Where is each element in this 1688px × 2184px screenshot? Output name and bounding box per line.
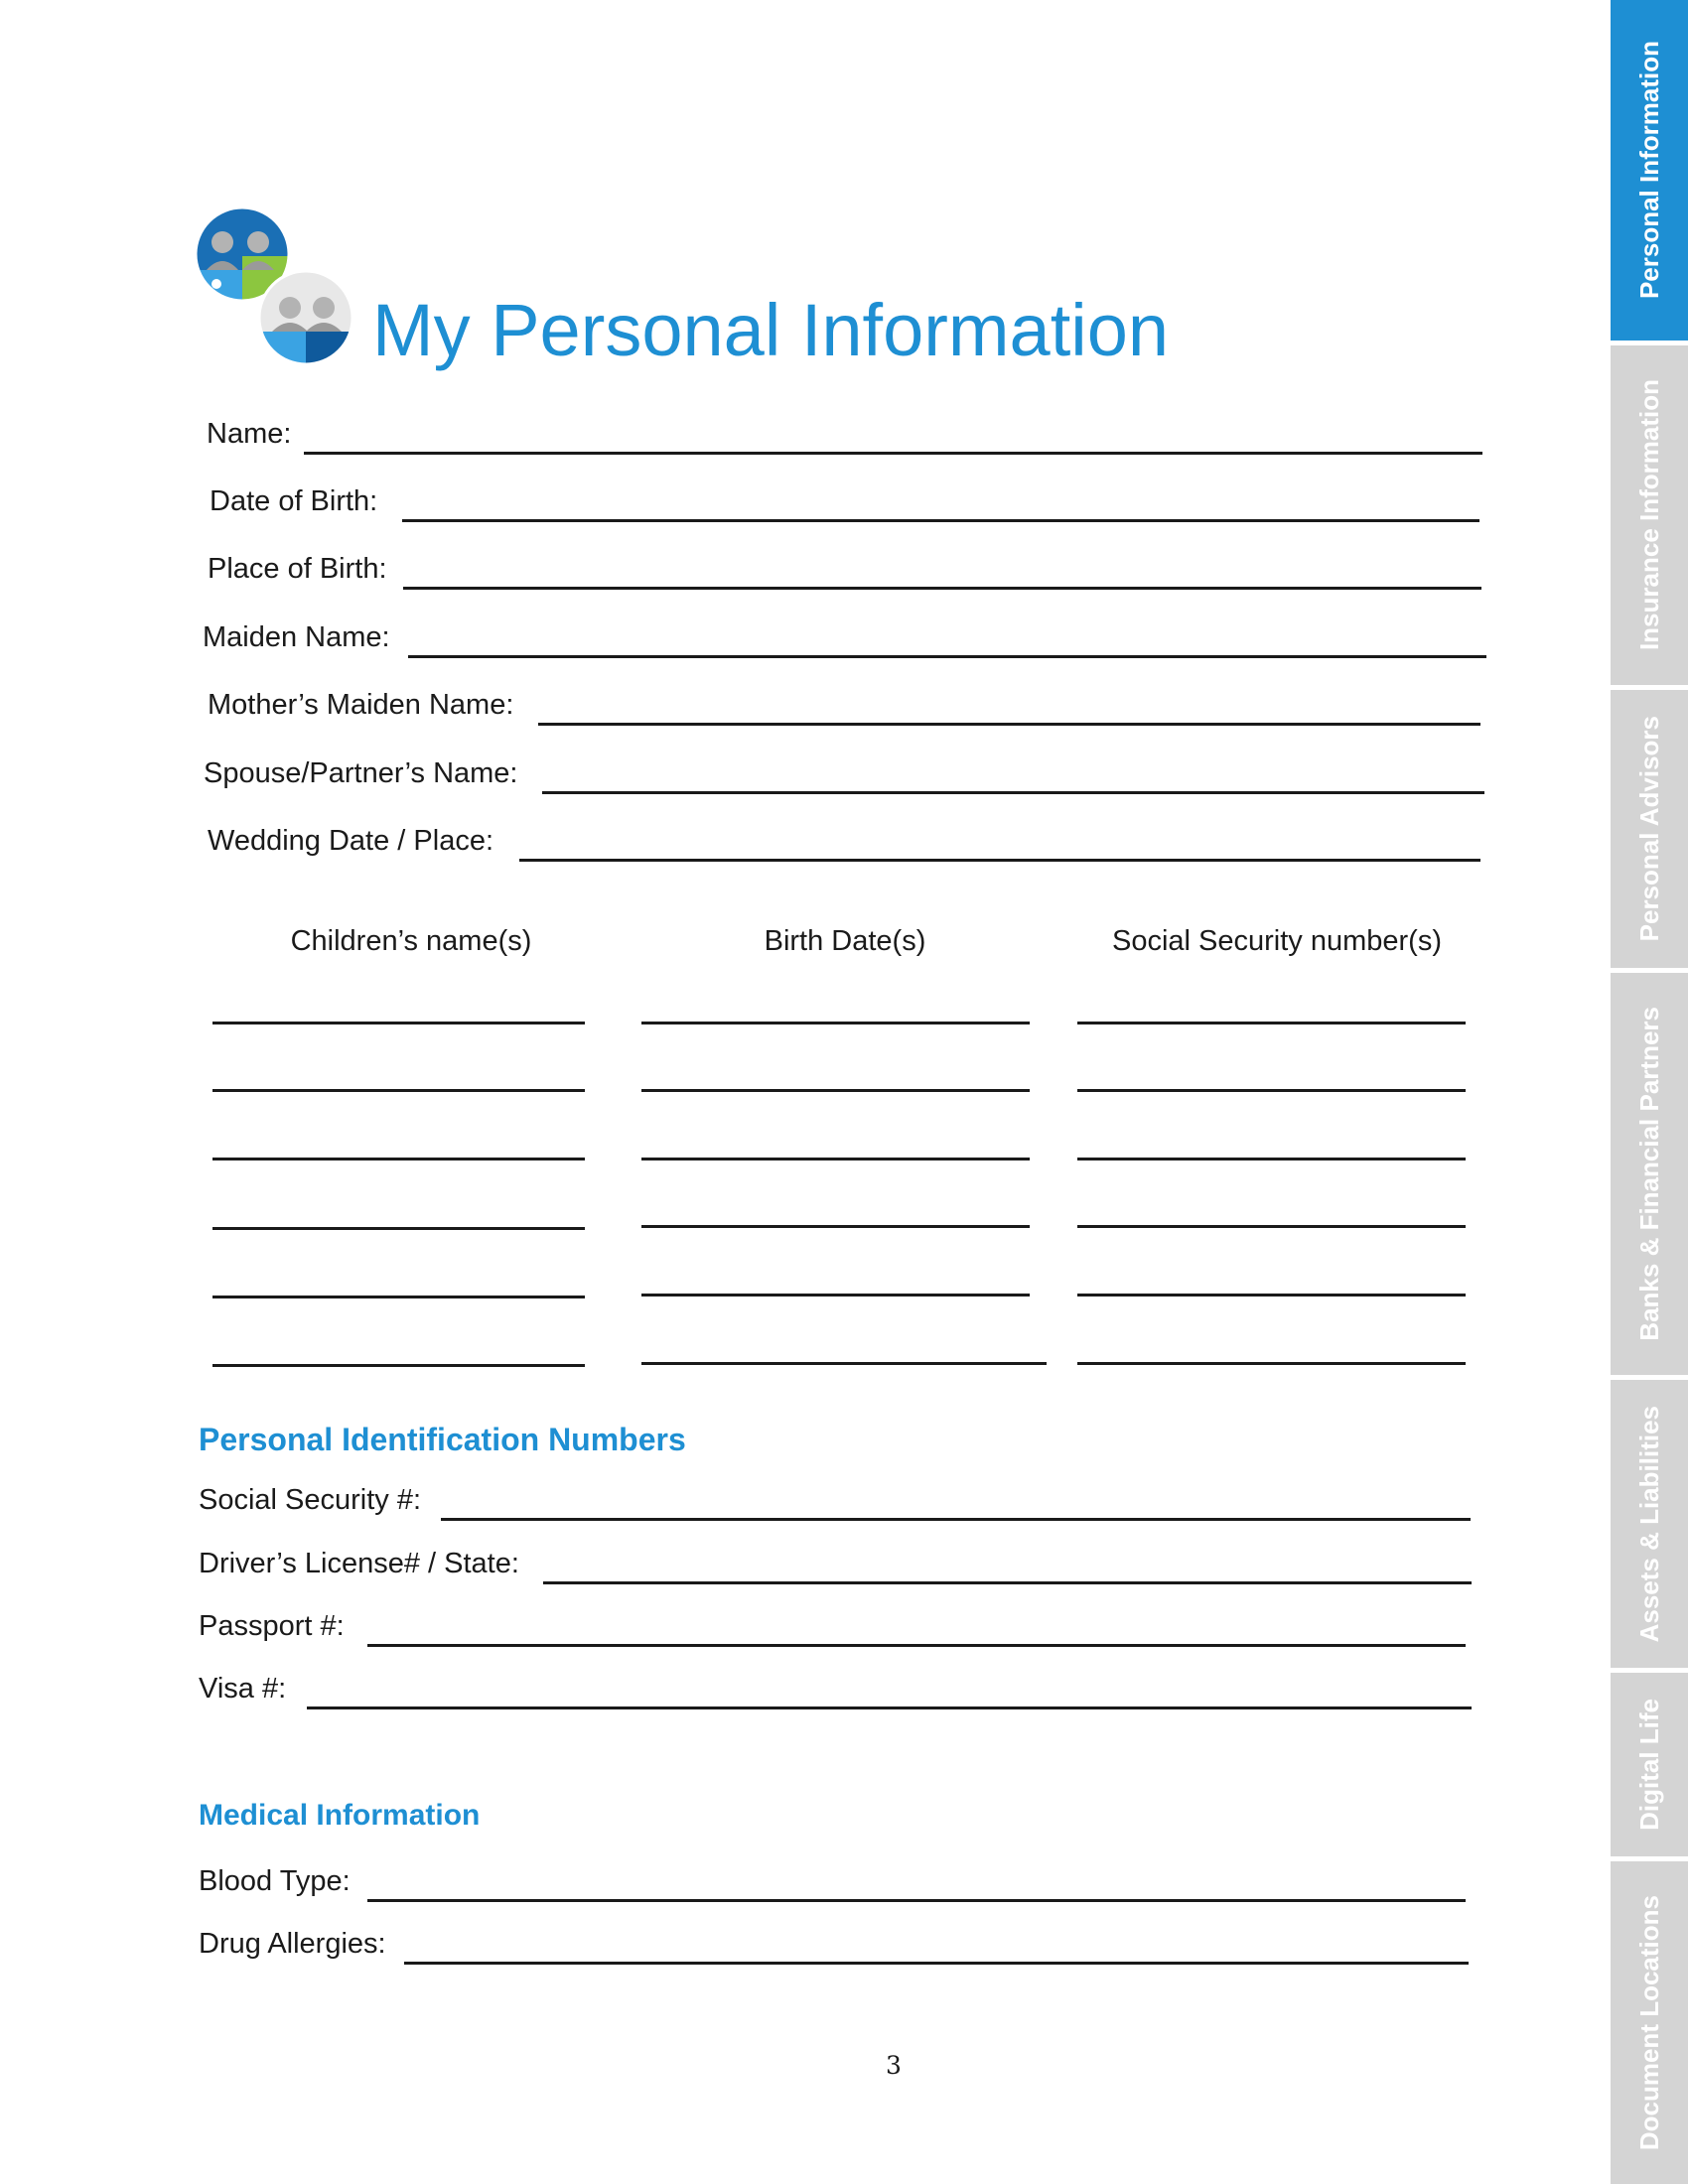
tab-label: Personal Advisors	[1634, 716, 1664, 942]
field-label: Place of Birth:	[208, 553, 387, 585]
fill-in-line[interactable]	[538, 723, 1480, 726]
field-label: Spouse/Partner’s Name:	[204, 757, 518, 789]
drug-allergies-field[interactable]	[199, 1925, 1469, 1965]
tab-label: Digital Life	[1634, 1699, 1664, 1831]
child-birth-date-line[interactable]	[641, 1294, 1030, 1297]
fill-in-line[interactable]	[404, 1962, 1469, 1965]
tab-label: Document Locations	[1634, 1894, 1664, 2151]
field-label: Social Security #:	[199, 1484, 422, 1516]
place-of-birth-field[interactable]	[208, 550, 1481, 590]
name-field[interactable]	[207, 415, 1482, 455]
field-label: Visa #:	[199, 1673, 287, 1705]
field-label: Wedding Date / Place:	[208, 825, 494, 857]
child-birth-date-line[interactable]	[641, 1089, 1030, 1092]
social-security-field[interactable]	[199, 1481, 1471, 1521]
field-label: Blood Type:	[199, 1865, 351, 1897]
section-tabs	[1611, 0, 1688, 2184]
blood-type-field[interactable]	[199, 1862, 1466, 1902]
mothers-maiden-name-field[interactable]	[208, 686, 1480, 726]
child-name-line[interactable]	[212, 1296, 585, 1298]
child-birth-date-line[interactable]	[641, 1362, 1047, 1365]
child-name-line[interactable]	[212, 1364, 585, 1367]
child-name-line[interactable]	[212, 1158, 585, 1160]
page-title: My Personal Information	[372, 289, 1170, 371]
tab-banks-financial-partners[interactable]	[1611, 973, 1688, 1375]
identification-section-title: Personal Identification Numbers	[199, 1422, 686, 1457]
date-of-birth-field[interactable]	[210, 482, 1479, 522]
tab-label: Banks & Financial Partners	[1634, 1007, 1664, 1341]
child-ssn-line[interactable]	[1077, 1225, 1466, 1228]
tab-assets-liabilities[interactable]	[1611, 1380, 1688, 1668]
child-ssn-line[interactable]	[1077, 1022, 1466, 1024]
fill-in-line[interactable]	[307, 1706, 1472, 1709]
fill-in-line[interactable]	[403, 587, 1481, 590]
children-names-header: Children’s name(s)	[290, 925, 532, 957]
spouse-partner-name-field[interactable]	[204, 754, 1484, 794]
child-ssn-line[interactable]	[1077, 1362, 1466, 1365]
fill-in-line[interactable]	[402, 519, 1479, 522]
field-label: Passport #:	[199, 1610, 345, 1642]
page-number: 3	[886, 2051, 902, 2080]
tab-label: Insurance Information	[1634, 379, 1664, 651]
tab-label: Assets & Liabilities	[1634, 1405, 1664, 1643]
social-security-numbers-header: Social Security number(s)	[1112, 925, 1442, 957]
fill-in-line[interactable]	[304, 452, 1482, 455]
field-label: Drug Allergies:	[199, 1928, 386, 1960]
child-name-line[interactable]	[212, 1089, 585, 1092]
child-ssn-line[interactable]	[1077, 1089, 1466, 1092]
fill-in-line[interactable]	[367, 1644, 1466, 1647]
fill-in-line[interactable]	[543, 1581, 1472, 1584]
fill-in-line[interactable]	[441, 1518, 1471, 1521]
tab-digital-life[interactable]	[1611, 1673, 1688, 1856]
wedding-date-place-field[interactable]	[208, 822, 1480, 862]
visa-field[interactable]	[199, 1670, 1472, 1709]
fill-in-line[interactable]	[408, 655, 1486, 658]
fill-in-line[interactable]	[367, 1899, 1466, 1902]
child-ssn-line[interactable]	[1077, 1158, 1466, 1160]
tab-personal-advisors[interactable]	[1611, 690, 1688, 968]
child-ssn-line[interactable]	[1077, 1294, 1466, 1297]
field-label: Mother’s Maiden Name:	[208, 689, 514, 721]
tab-document-locations[interactable]	[1611, 1861, 1688, 2184]
child-birth-date-line[interactable]	[641, 1022, 1030, 1024]
field-label: Name:	[207, 418, 292, 450]
drivers-license-state-field[interactable]	[199, 1545, 1472, 1584]
field-label: Maiden Name:	[203, 621, 390, 653]
family-people-icon	[195, 206, 353, 365]
passport-field[interactable]	[199, 1607, 1466, 1647]
birth-dates-header: Birth Date(s)	[764, 925, 926, 957]
child-name-line[interactable]	[212, 1227, 585, 1230]
field-label: Date of Birth:	[210, 485, 378, 517]
field-label: Driver’s License# / State:	[199, 1548, 519, 1579]
child-name-line[interactable]	[212, 1022, 585, 1024]
tab-label: Personal Information	[1634, 41, 1664, 300]
child-birth-date-line[interactable]	[641, 1225, 1030, 1228]
child-birth-date-line[interactable]	[641, 1158, 1030, 1160]
maiden-name-field[interactable]	[203, 618, 1486, 658]
fill-in-line[interactable]	[519, 859, 1480, 862]
tab-personal-information[interactable]	[1611, 0, 1688, 341]
medical-section-title: Medical Information	[199, 1799, 481, 1832]
fill-in-line[interactable]	[542, 791, 1484, 794]
tab-insurance-information[interactable]	[1611, 345, 1688, 685]
